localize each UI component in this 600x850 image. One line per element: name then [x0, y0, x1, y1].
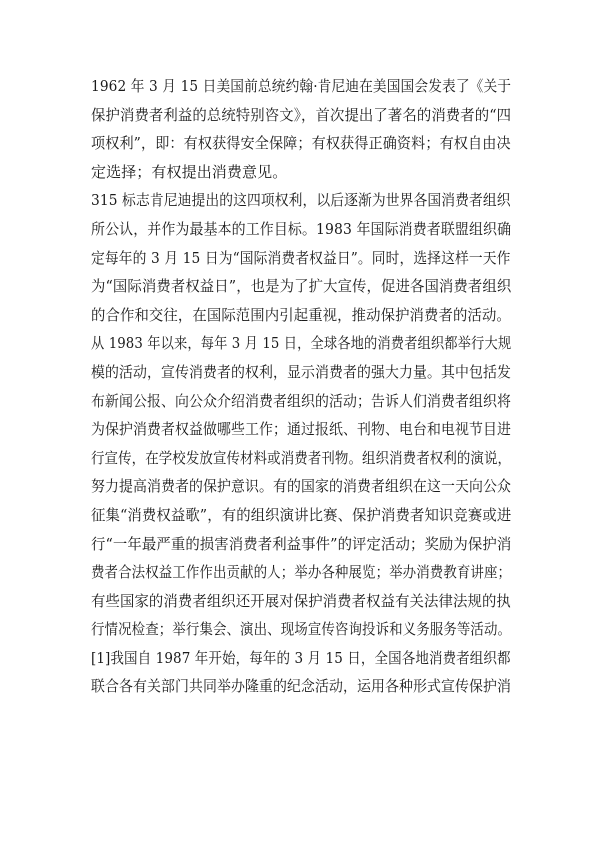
- text-line: 模的活动，宣传消费者的权利，显示消费者的强大力量。其中包括发: [91, 362, 512, 381]
- paragraph-315-origin: [91, 186, 511, 329]
- text-line: 项权利”，即：有权获得安全保障；有权获得正确资料；有权自由决: [91, 134, 511, 153]
- paragraph-global-activities: [91, 329, 511, 644]
- text-line: 费者合法权益工作作出贡献的人；举办各种展览；举办消费教育讲座；: [91, 563, 511, 582]
- text-line: 行“一年最严重的损害消费者利益事件”的评定活动；奖励为保护消: [91, 534, 511, 553]
- text-line: 努力提高消费者的保护意识。有的国家的消费者组织在这一天向公众: [91, 477, 512, 496]
- text-line: 行情况检查；举行集会、演出、现场宣传咨询投诉和义务服务等活动。: [91, 620, 511, 639]
- text-line: 所公认，并作为最基本的工作目标。1983 年国际消费者联盟组织确: [91, 219, 512, 238]
- text-line: 定选择；有权提出消费意见。: [91, 162, 288, 181]
- text-line: 有些国家的消费者组织还开展对保护消费者权益有关法律法规的执: [91, 591, 511, 610]
- text-line: 为“国际消费者权益日”，也是为了扩大宣传，促进各国消费者组织: [91, 277, 511, 296]
- text-line: 保护消费者利益的总统特别咨文》，首次提出了著名的消费者的“四: [91, 105, 511, 124]
- text-line: 1962 年 3 月 15 日美国前总统约翰·肯尼迪在美国国会发表了《关于: [91, 77, 511, 95]
- paragraph-kennedy-rights: [91, 72, 511, 186]
- text-line: 布新闻公报、向公众介绍消费者组织的活动；告诉人们消费者组织将: [91, 391, 512, 410]
- paragraph-china-1987: [91, 644, 511, 701]
- text-line: 为保护消费者权益做哪些工作；通过报纸、刊物、电台和电视节目进: [91, 420, 512, 439]
- text-line: 联合各有关部门共同举办隆重的纪念活动，运用各种形式宣传保护消: [91, 677, 512, 696]
- text-line: 从 1983 年以来，每年 3 月 15 日，全球各地的消费者组织都举行大规: [91, 334, 512, 353]
- document-page: [91, 72, 511, 701]
- text-line: 行宣传，在学校发放宣传材料或消费者刊物。组织消费者权利的演说，: [91, 448, 511, 467]
- text-line: 征集“消费权益歌”，有的组织演讲比赛、保护消费者知识竞赛或进: [91, 505, 511, 524]
- text-line: 的合作和交往，在国际范围内引起重视，推动保护消费者的活动。: [91, 305, 511, 324]
- text-line: 定每年的 3 月 15 日为“国际消费者权益日”。同时，选择这样一天作: [91, 248, 511, 267]
- text-line: 315 标志肯尼迪提出的这四项权利，以后逐渐为世界各国消费者组织: [91, 191, 511, 210]
- text-line: [1]我国自 1987 年开始，每年的 3 月 15 日，全国各地消费者组织都: [91, 648, 511, 667]
